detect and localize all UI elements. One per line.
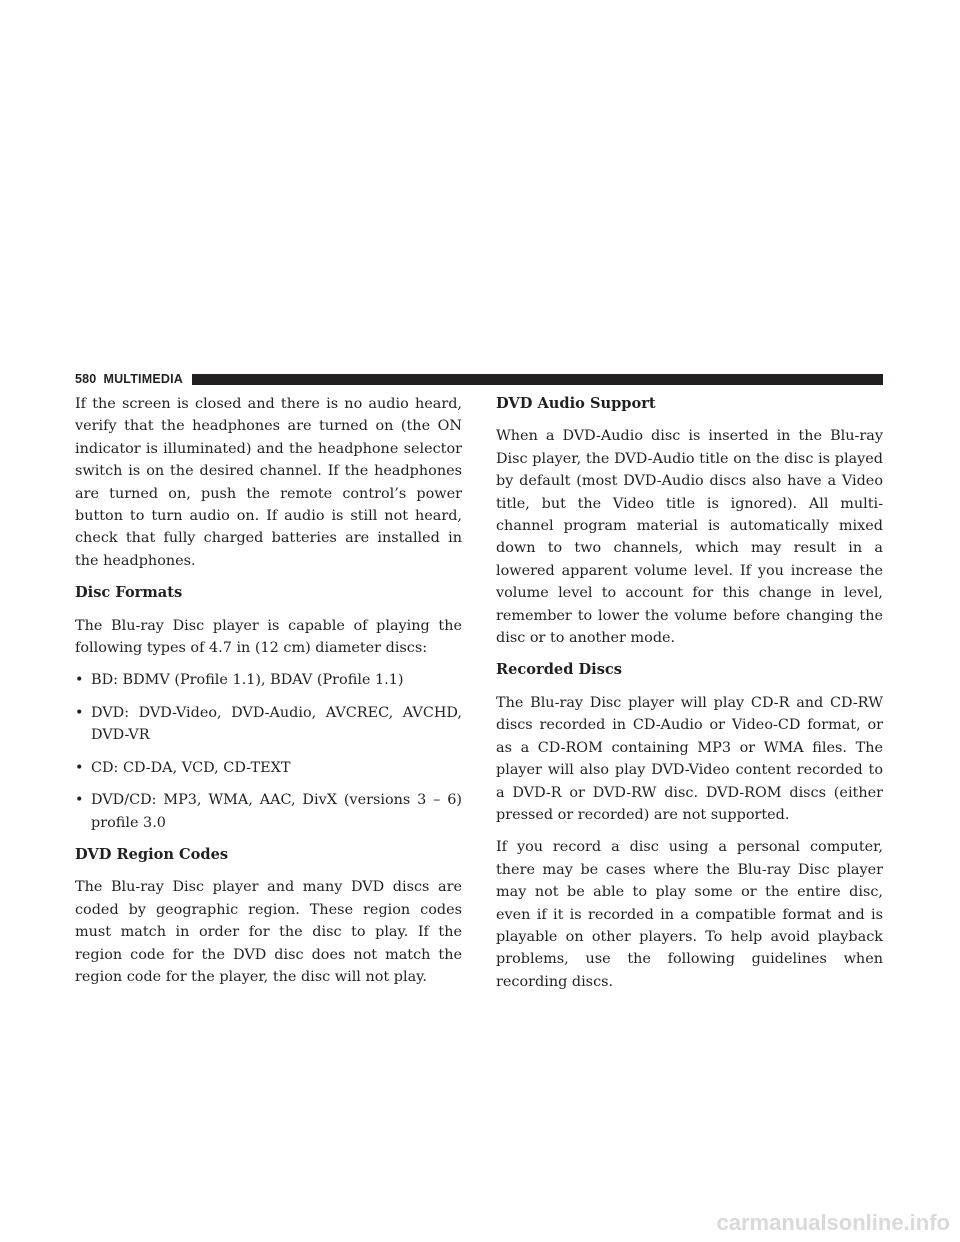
left-column [75, 393, 462, 998]
recorded-discs-paragraph-1: The Blu-ray Disc player will play CD-R and CD-RW discs recorded in CD-Audio or Video-CD format, or as a CD-ROM containing MP3 or WMA files. The player will also play DVD-Video content recorded to a DVD-R or DVD-RW disc. DVD-ROM discs (either pressed or recorded) are not supported. [496, 694, 883, 823]
bullet-icon: • [75, 672, 84, 689]
header-rule [192, 374, 883, 385]
bullet-icon: • [75, 759, 84, 776]
disc-formats-heading: Disc Formats [75, 584, 183, 602]
dvd-audio-paragraph: When a DVD-Audio disc is inserted in the Blu-ray Disc player, the DVD-Audio title on the disc is played by default (most DVD-Audio discs also have a Video title, but the Video title is ignored). All multi-channel program material is automatically mixed down to two channels, which may result in a lowered apparent volume level. If you increase the volume level to account for this change in level, remember to lower the volume before changing the disc or to another mode. [496, 428, 883, 647]
bullet-icon: • [75, 792, 84, 809]
recorded-discs-heading: Recorded Discs [496, 661, 623, 679]
recorded-discs-paragraph-2: If you record a disc using a personal computer, there may be cases where the Blu-ray Disc player may not be able to play some or the entire disc, even if it is recorded in a compatible format and is playable on other players. To help avoid playback problems, use the following guidelines when recording discs. [496, 839, 883, 990]
right-column [496, 393, 883, 1003]
dvd-audio-heading: DVD Audio Support [496, 395, 656, 412]
page-number: 580 [75, 372, 97, 386]
disc-formats-list [75, 669, 462, 833]
region-codes-heading: DVD Region Codes [75, 845, 229, 863]
section-title: MULTIMEDIA [103, 372, 184, 386]
disc-formats-paragraph: The Blu-ray Disc player is capable of playing the following types of 4.7 in (12 cm) diameter discs: [75, 617, 462, 657]
list-item: • CD: CD-DA, VCD, CD-TEXT [75, 757, 462, 779]
intro-paragraph: If the screen is closed and there is no audio heard, verify that the headphones are turned on (the ON indicator is illuminated) and the headphone selector switch is on the desired channel. If the headphones are turned on, push the remote control’s power button to turn audio on. If audio is still not heard, check that fully charged batteries are installed in the headphones. [75, 396, 462, 569]
page-header [75, 370, 883, 388]
region-codes-paragraph: The Blu-ray Disc player and many DVD discs are coded by geographic region. These region codes must match in order for the disc to play. If the region code for the DVD disc does not match the region code for the player, the disc will not play. [75, 879, 462, 985]
list-item: • DVD/CD: MP3, WMA, AAC, DivX (versions 3 – 6) profile 3.0 [75, 789, 462, 834]
watermark: carmanualsonline.info [716, 1210, 950, 1235]
list-item: • DVD: DVD-Video, DVD-Audio, AVCREC, AVCHD, DVD-VR [75, 702, 462, 747]
list-item: • BD: BDMV (Profile 1.1), BDAV (Profile 1.1) [75, 669, 462, 691]
bullet-icon: • [75, 704, 84, 721]
